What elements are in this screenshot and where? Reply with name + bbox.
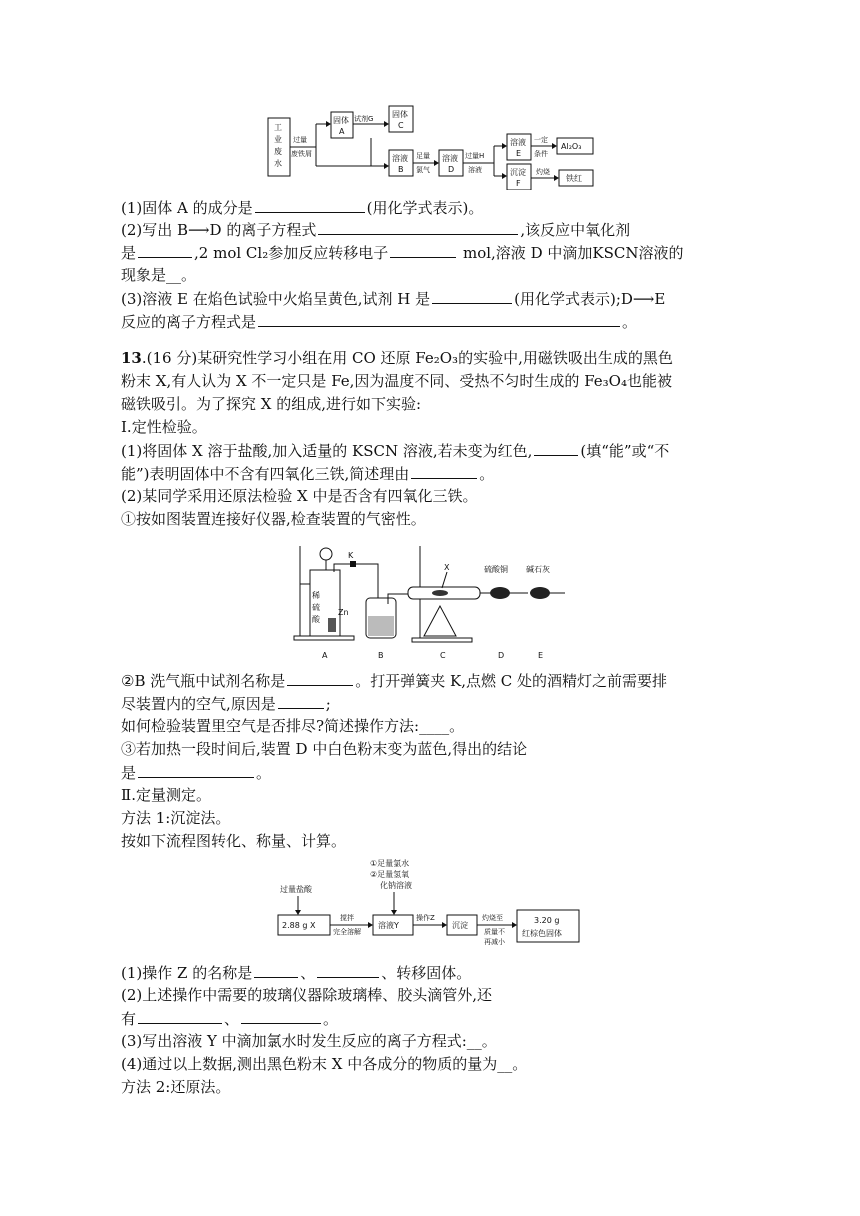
solution-b-label: 溶液 xyxy=(392,154,408,163)
h-top-label: 过量H xyxy=(465,152,485,160)
solid-a-letter: A xyxy=(339,127,345,136)
acid-char: 酸 xyxy=(312,615,320,624)
stir-label: 搅拌 xyxy=(340,914,354,922)
tube-d-cuso4 xyxy=(490,587,510,599)
apparatus-diagram xyxy=(290,540,580,662)
iron-red-label: 铁红 xyxy=(566,174,582,183)
burn-label-3: 再减小 xyxy=(484,938,505,946)
arrow1-top-label: 过量 xyxy=(293,136,307,144)
q13-q1-cont: 能”)表明固体中不含有四氧化三铁,简述理由 。 xyxy=(121,465,495,483)
m-q2: (2)上述操作中需要的玻璃仪器除玻璃棒、胶头滴管外,还 xyxy=(121,986,493,1004)
alcohol-lamp xyxy=(424,606,456,636)
q12-part3-cont: 反应的离子方程式是 。 xyxy=(121,313,638,331)
section-qualitative: Ⅰ.定性检验。 xyxy=(121,418,207,436)
m-q1: (1)操作 Z 的名称是 、 、转移固体。 xyxy=(121,964,472,982)
m-q3: (3)写出溶液 Y 中滴加氯水时发生反应的离子方程式:__。 xyxy=(121,1032,497,1050)
solution-y-label: 溶液Y xyxy=(378,921,399,930)
q12-part2-cont: 是 ,2 mol Cl₂参加反应转移电子 mol,溶液 D 中滴加KSCN溶液的 xyxy=(121,244,684,262)
arrow1-bottom-label: 废铁屑 xyxy=(291,150,312,158)
method2-title: 方法 2:还原法。 xyxy=(121,1078,231,1096)
solution-b-letter: B xyxy=(398,165,404,174)
q12-part2-phenomenon: 现象是__。 xyxy=(121,266,197,284)
wastewater-char: 水 xyxy=(274,159,282,168)
burn-label-2: 质量不 xyxy=(484,928,505,936)
q13-step2: ②B 洗气瓶中试剂名称是 。打开弹簧夹 K,点燃 C 处的酒精灯之前需要排 xyxy=(121,672,668,690)
solid-a-label: 固体 xyxy=(333,116,349,125)
cond-top-label: 一定 xyxy=(534,136,548,144)
method1-desc: 按如下流程图转化、称量、计算。 xyxy=(121,832,347,850)
m-q2-cont: 有 、 。 xyxy=(121,1010,339,1028)
precip-label: 沉淀 xyxy=(452,921,468,930)
zn-granules xyxy=(328,618,336,632)
burn-label: 灼烧 xyxy=(536,168,550,176)
soda-lime-label: 碱石灰 xyxy=(526,565,550,574)
burn-label-1: 灼烧至 xyxy=(482,914,503,922)
start-label: 2.88 g X xyxy=(282,921,316,930)
wastewater-char: 废 xyxy=(274,147,282,156)
result-mass: 3.20 g xyxy=(534,916,560,925)
question-number: 13 xyxy=(121,349,142,367)
q12-part3: (3)溶液 E 在焰色试验中火焰呈黄色,试剂 H 是 (用化学式表示);D⟶E xyxy=(121,290,666,308)
solid-c-label: 固体 xyxy=(392,110,408,119)
wastewater-char: 业 xyxy=(274,135,282,144)
method1-title: 方法 1:沉淀法。 xyxy=(121,809,231,827)
q13-q1: (1)将固体 X 溶于盐酸,加入适量的 KSCN 溶液,若未变为红色, (填“能”或“不 xyxy=(121,442,670,460)
solution-d-letter: D xyxy=(448,165,455,174)
reagent-g-label: 试剂G xyxy=(354,115,374,123)
q13-step2-cont: 尽装置内的空气,原因是 ; xyxy=(121,695,331,713)
clamp-k xyxy=(350,561,356,567)
acid-char: 稀 xyxy=(312,591,320,600)
x-label: X xyxy=(444,563,450,572)
q13-step1: ①按如图装置连接好仪器,检查装置的气密性。 xyxy=(121,510,426,528)
precip-f-label: 沉淀 xyxy=(510,168,526,177)
apparatus-label-a: A xyxy=(322,651,328,660)
q13-step3-cont: 是 。 xyxy=(121,764,272,782)
q13-intro-line2: 粉末 X,有人认为 X 不一定只是 Fe,因为温度不同、受热不匀时生成的 Fe₃O₄也能被 xyxy=(121,372,672,390)
process-flow-diagram xyxy=(266,104,596,190)
result-desc: 红棕色固体 xyxy=(522,929,562,938)
q13-intro-line1: 13.(16 分)某研究性学习小组在用 CO 还原 Fe₂O₃的实验中,用磁铁吸出生成的黑色 xyxy=(121,349,673,367)
acid-char: 硫 xyxy=(312,603,320,612)
wastewater-char: 工 xyxy=(274,123,282,132)
cuso4-label: 硫酸铜 xyxy=(484,565,508,574)
solution-d-label: 溶液 xyxy=(442,154,458,163)
apparatus-label-d: D xyxy=(498,651,505,660)
apparatus-label-e: E xyxy=(538,651,544,660)
solution-e-label: 溶液 xyxy=(510,138,526,147)
reagent-line2: ②足量氢氧 xyxy=(370,870,410,879)
reagent-line3: 化钠溶液 xyxy=(380,881,412,890)
precipitation-flowchart xyxy=(276,856,596,950)
h-bottom-label: 溶液 xyxy=(468,166,482,174)
tube-e-soda-lime xyxy=(530,587,550,599)
apparatus-label-c: C xyxy=(440,651,446,660)
section-quantitative: Ⅱ.定量测定。 xyxy=(121,786,211,804)
q13-step2-check: 如何检验装置里空气是否排尽?简述操作方法:____。 xyxy=(121,717,465,735)
cl2-top-label: 足量 xyxy=(416,152,430,160)
al2o3-label: Al₂O₃ xyxy=(561,142,582,151)
q13-q2: (2)某同学采用还原法检验 X 中是否含有四氧化三铁。 xyxy=(121,487,478,505)
q13-intro-line3: 磁铁吸引。为了探究 X 的组成,进行如下实验: xyxy=(121,395,422,413)
q12-part1: (1)固体 A 的成分是 (用化学式表示)。 xyxy=(121,199,484,217)
reagent-line1: ①足量氯水 xyxy=(370,859,410,868)
solution-e-letter: E xyxy=(516,149,522,158)
q12-part2: (2)写出 B⟶D 的离子方程式 ,该反应中氧化剂 xyxy=(121,221,631,239)
precip-f-letter: F xyxy=(516,179,521,188)
operation-z-label: 操作Z xyxy=(416,914,435,922)
cl2-bottom-label: 氯气 xyxy=(416,166,430,174)
solid-c-letter: C xyxy=(398,121,404,130)
q13-step3: ③若加热一段时间后,装置 D 中白色粉末变为蓝色,得出的结论 xyxy=(121,740,528,758)
acid-label: 过量盐酸 xyxy=(280,885,312,894)
cond-bottom-label: 条件 xyxy=(534,150,548,158)
zn-label: Zn xyxy=(338,608,349,617)
clamp-k-label: K xyxy=(348,551,354,560)
dissolve-label: 完全溶解 xyxy=(333,928,361,936)
apparatus-label-b: B xyxy=(378,651,384,660)
m-q4: (4)通过以上数据,测出黑色粉末 X 中各成分的物质的量为__。 xyxy=(121,1055,528,1073)
